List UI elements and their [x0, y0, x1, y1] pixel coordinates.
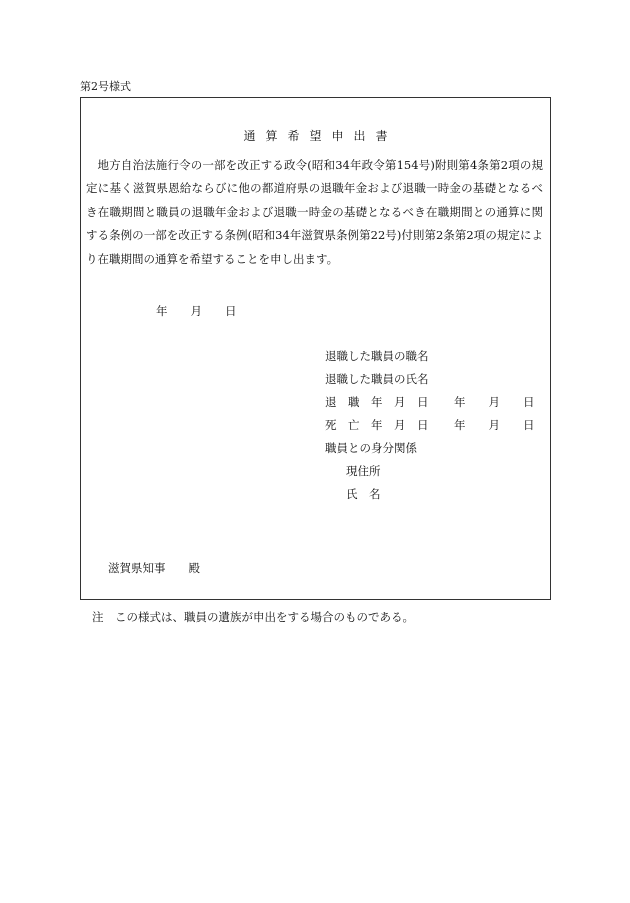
field-label: 退職した職員の職名: [325, 349, 429, 363]
submission-date-line: 年 月 日: [156, 304, 237, 318]
form-number-label: 第2号様式: [80, 80, 131, 93]
field-applicant-name: [325, 486, 381, 502]
field-retired-employee-name: [325, 371, 429, 387]
field-retired-employee-title: [325, 348, 429, 364]
field-relationship: [325, 440, 417, 456]
death-date-blank: 年 月 日: [454, 418, 535, 432]
form-frame: [80, 97, 551, 600]
field-retirement-date: [325, 394, 535, 410]
document-title: 通算希望申出書: [243, 129, 398, 143]
field-label: 退職した職員の氏名: [325, 372, 429, 386]
field-label: 死 亡 年 月 日: [325, 418, 429, 432]
field-label: 現住所: [346, 464, 381, 478]
footnote: 注 この様式は、職員の遺族が申出をする場合のものである。: [92, 610, 414, 624]
field-label: 退 職 年 月 日: [325, 395, 429, 409]
field-death-date: [325, 417, 535, 433]
retirement-date-blank: 年 月 日: [454, 395, 535, 409]
field-label: 氏 名: [346, 487, 381, 501]
field-label: 職員との身分関係: [325, 441, 417, 455]
field-current-address: [325, 463, 381, 479]
document-body-text: 地方自治法施行令の一部を改正する政令(昭和34年政令第154号)附則第4条第2項の規定に基く滋賀県恩給ならびに他の都道府県の退職年金および退職一時金の基礎となるべき在職期間と職員の退職年金および退職一時金の基礎となるべき在職期間との通算に関する条例の一部を改正する条例(昭和34年滋賀県条例第22号)付則第2条第2項の規定により在職期間の通算を希望することを申し出ます。: [86, 158, 543, 266]
addressee: 滋賀県知事 殿: [108, 561, 200, 575]
